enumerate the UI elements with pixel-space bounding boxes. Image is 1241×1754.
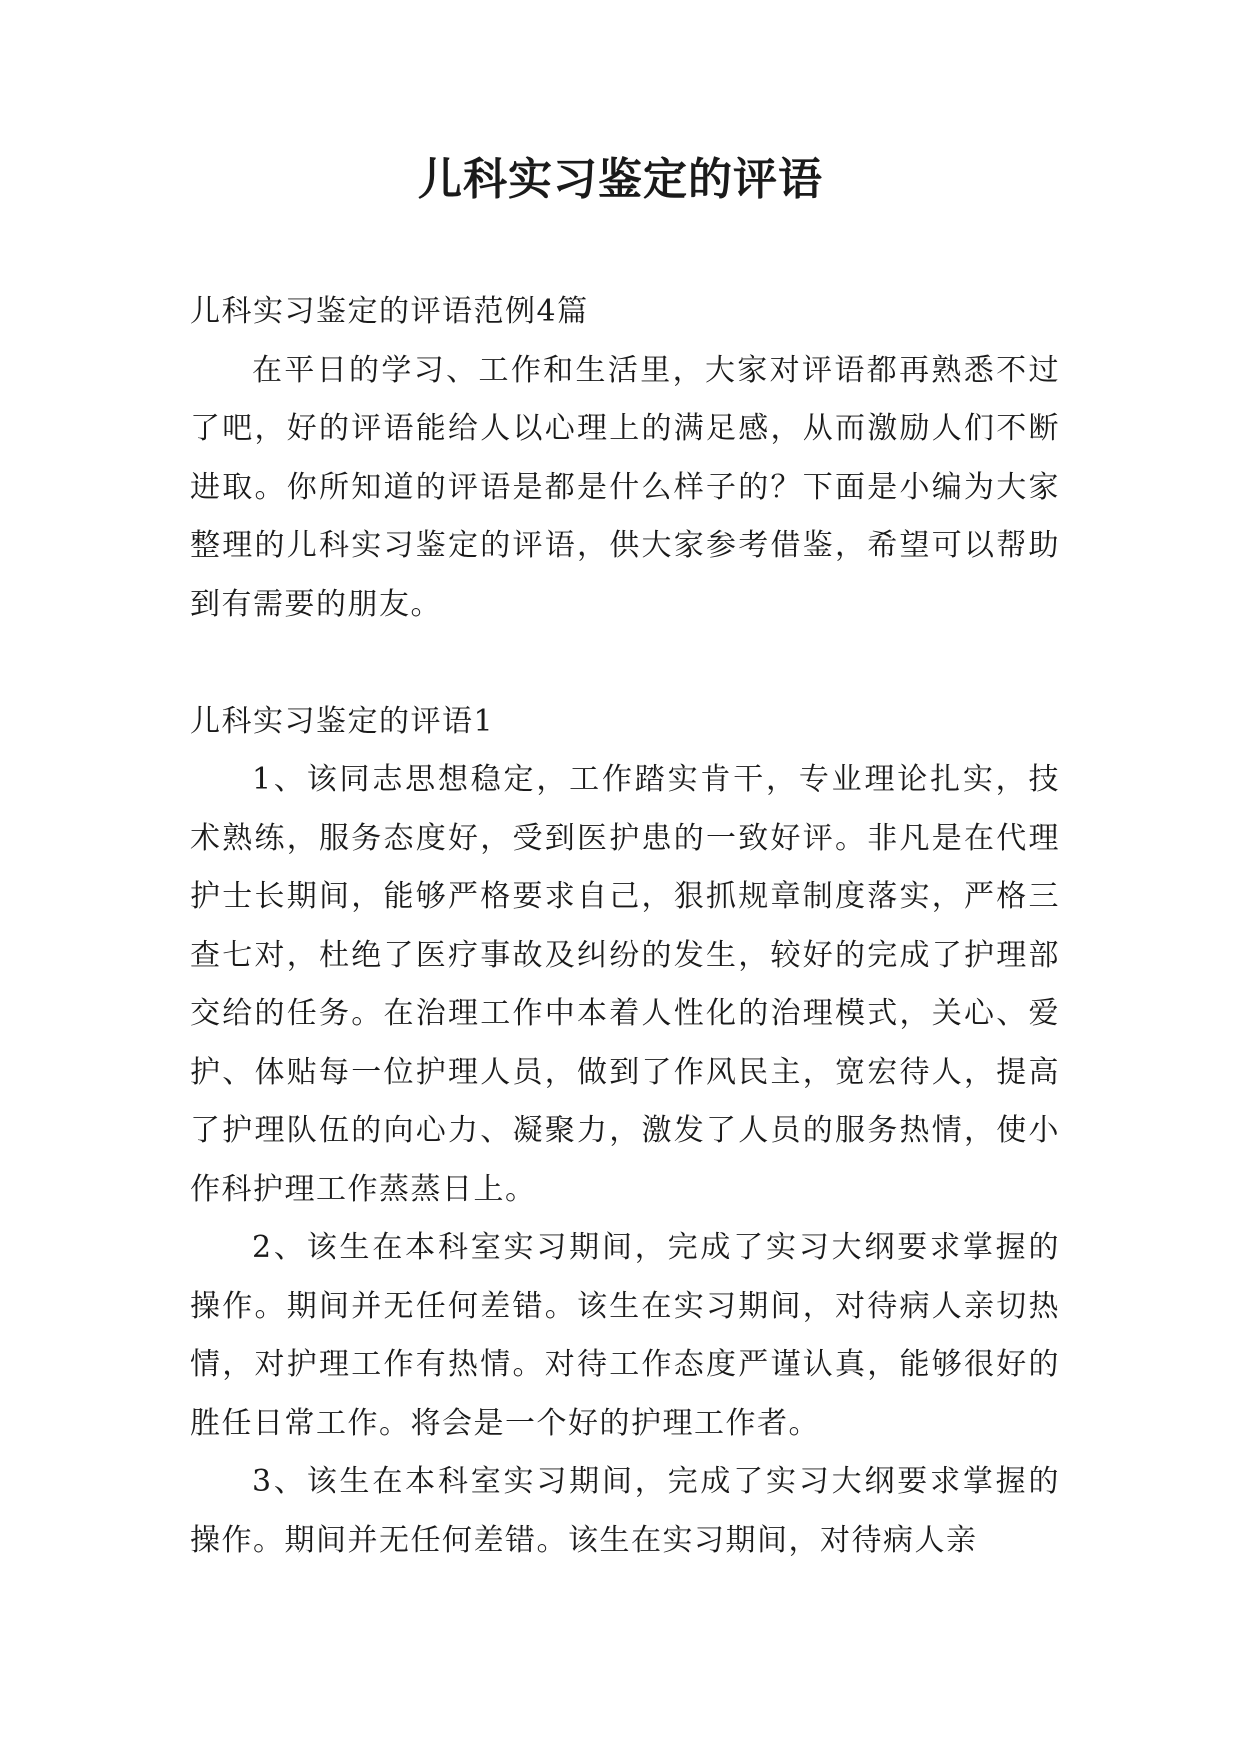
body-paragraph-1: 1、该同志思想稳定，工作踏实肯干，专业理论扎实，技术熟练，服务态度好，受到医护患的一致好评。非凡是在代理护士长期间，能够严格要求自己，狠抓规章制度落实，严格三查七对，杜绝了医疗事故及纠纷的发生，较好的完成了护理部交给的任务。在治理工作中本着人性化的治理模式，关心、爱护、体贴每一位护理人员，做到了作风民主，宽宏待人，提高了护理队伍的向心力、凝聚力，激发了人员的服务热情，使小作科护理工作蒸蒸日上。 <box>190 762 1060 1207</box>
document-subtitle: 儿科实习鉴定的评语范例4篇 <box>190 294 589 329</box>
paragraph-spacer <box>190 634 1060 693</box>
document-body <box>190 283 1060 1570</box>
intro-paragraph: 在平日的学习、工作和生活里，大家对评语都再熟悉不过了吧，好的评语能给人以心理上的满足感，从而激励人们不断进取。你所知道的评语是都是什么样子的？下面是小编为大家整理的儿科实习鉴定的评语，供大家参考借鉴，希望可以帮助到有需要的朋友。 <box>190 352 1060 622</box>
document-title: 儿科实习鉴定的评语 <box>418 154 823 205</box>
section-heading: 儿科实习鉴定的评语1 <box>190 703 495 739</box>
body-paragraph-3: 3、该生在本科室实习期间，完成了实习大纲要求掌握的操作。期间并无任何差错。该生在实习期间，对待病人亲 <box>190 1464 1060 1558</box>
body-paragraph-2: 2、该生在本科室实习期间，完成了实习大纲要求掌握的操作。期间并无任何差错。该生在实习期间，对待病人亲切热情，对护理工作有热情。对待工作态度严谨认真，能够很好的胜任日常工作。将会是一个好的护理工作者。 <box>190 1230 1060 1441</box>
